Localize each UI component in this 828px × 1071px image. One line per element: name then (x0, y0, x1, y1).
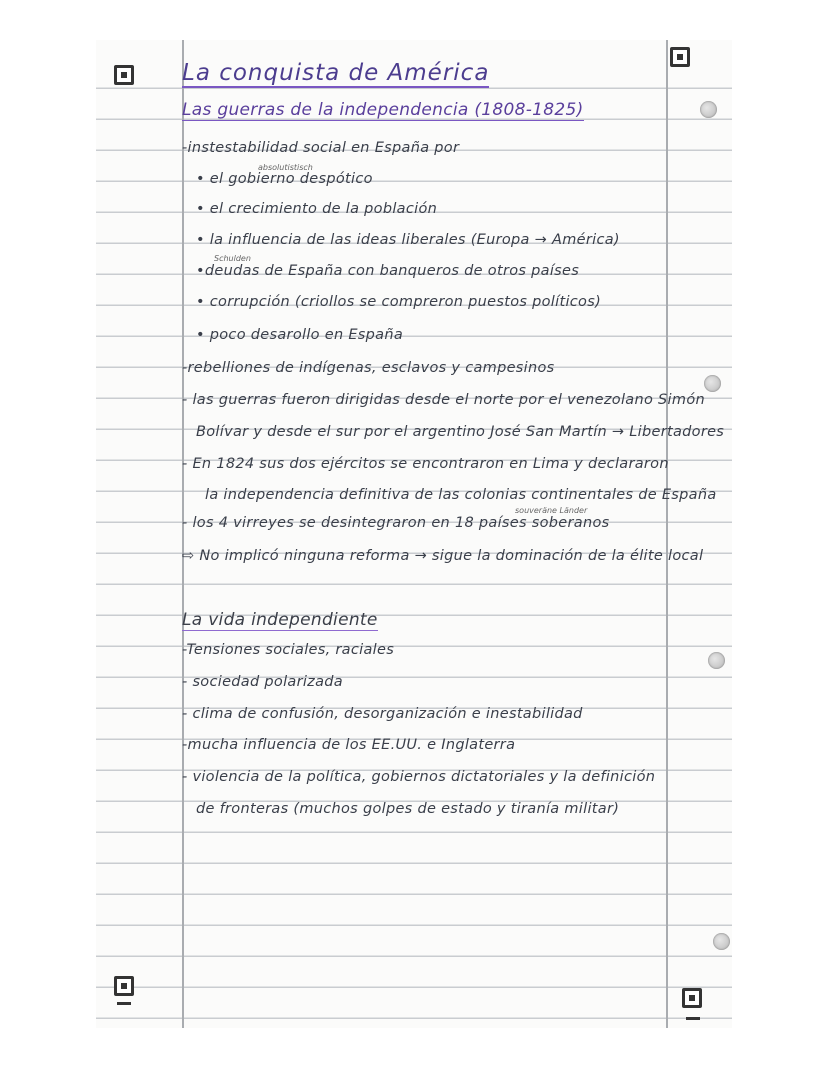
punch-hole (708, 652, 725, 669)
note-line: • el gobierno despótico (196, 171, 373, 187)
section-title: La vida independiente (182, 610, 378, 630)
corner-marker-icon (114, 976, 134, 996)
note-line: - clima de confusión, desorganización e inestabilidad (182, 706, 583, 722)
note-line: • la influencia de las ideas liberales (Europa → América) (196, 232, 620, 248)
note-line: - los 4 virreyes se desintegraron en 18 países soberanos (182, 515, 610, 531)
corner-marker-icon (682, 988, 702, 1008)
corner-marker-dash (117, 1002, 131, 1005)
annotation: souveräne Länder (515, 506, 588, 515)
note-line: • poco desarollo en España (196, 327, 404, 343)
annotation: absolutistisch (258, 163, 313, 172)
note-line: •deudas de España con banqueros de otros países (196, 263, 580, 279)
right-margin-line (666, 40, 668, 1028)
note-line: -Tensiones sociales, raciales (182, 642, 395, 658)
note-line: - sociedad polarizada (182, 674, 343, 690)
note-line: la independencia definitiva de las colonias continentales de España (205, 487, 717, 503)
note-line: - violencia de la política, gobiernos dictatoriales y la definición (182, 769, 656, 785)
note-line: -rebelliones de indígenas, esclavos y campesinos (182, 360, 555, 376)
punch-hole (700, 101, 717, 118)
punch-hole (713, 933, 730, 950)
section-subtitle: Las guerras de la independencia (1808-1825) (182, 100, 584, 120)
notebook-page (96, 40, 732, 1028)
note-line: Bolívar y desde el sur por el argentino José San Martín → Libertadores (196, 424, 725, 440)
note-line: • el crecimiento de la población (196, 201, 438, 217)
note-line: - las guerras fueron dirigidas desde el norte por el venezolano Simón (182, 392, 705, 408)
note-line: -instestabilidad social en España por (182, 140, 460, 156)
corner-marker-dash (686, 1017, 700, 1020)
annotation: Schulden (214, 254, 251, 263)
corner-marker-icon (670, 47, 690, 67)
left-margin-line (182, 40, 184, 1028)
note-line: de fronteras (muchos golpes de estado y tiranía militar) (196, 801, 620, 817)
page-title: La conquista de América (182, 60, 490, 86)
note-line: ⇨ No implicó ninguna reforma → sigue la dominación de la élite local (182, 548, 704, 564)
note-line: • corrupción (criollos se compreron puestos políticos) (196, 294, 602, 310)
corner-marker-icon (114, 65, 134, 85)
note-line: - En 1824 sus dos ejércitos se encontraron en Lima y declararon (182, 456, 669, 472)
punch-hole (704, 375, 721, 392)
note-line: -mucha influencia de los EE.UU. e Inglaterra (182, 737, 516, 753)
